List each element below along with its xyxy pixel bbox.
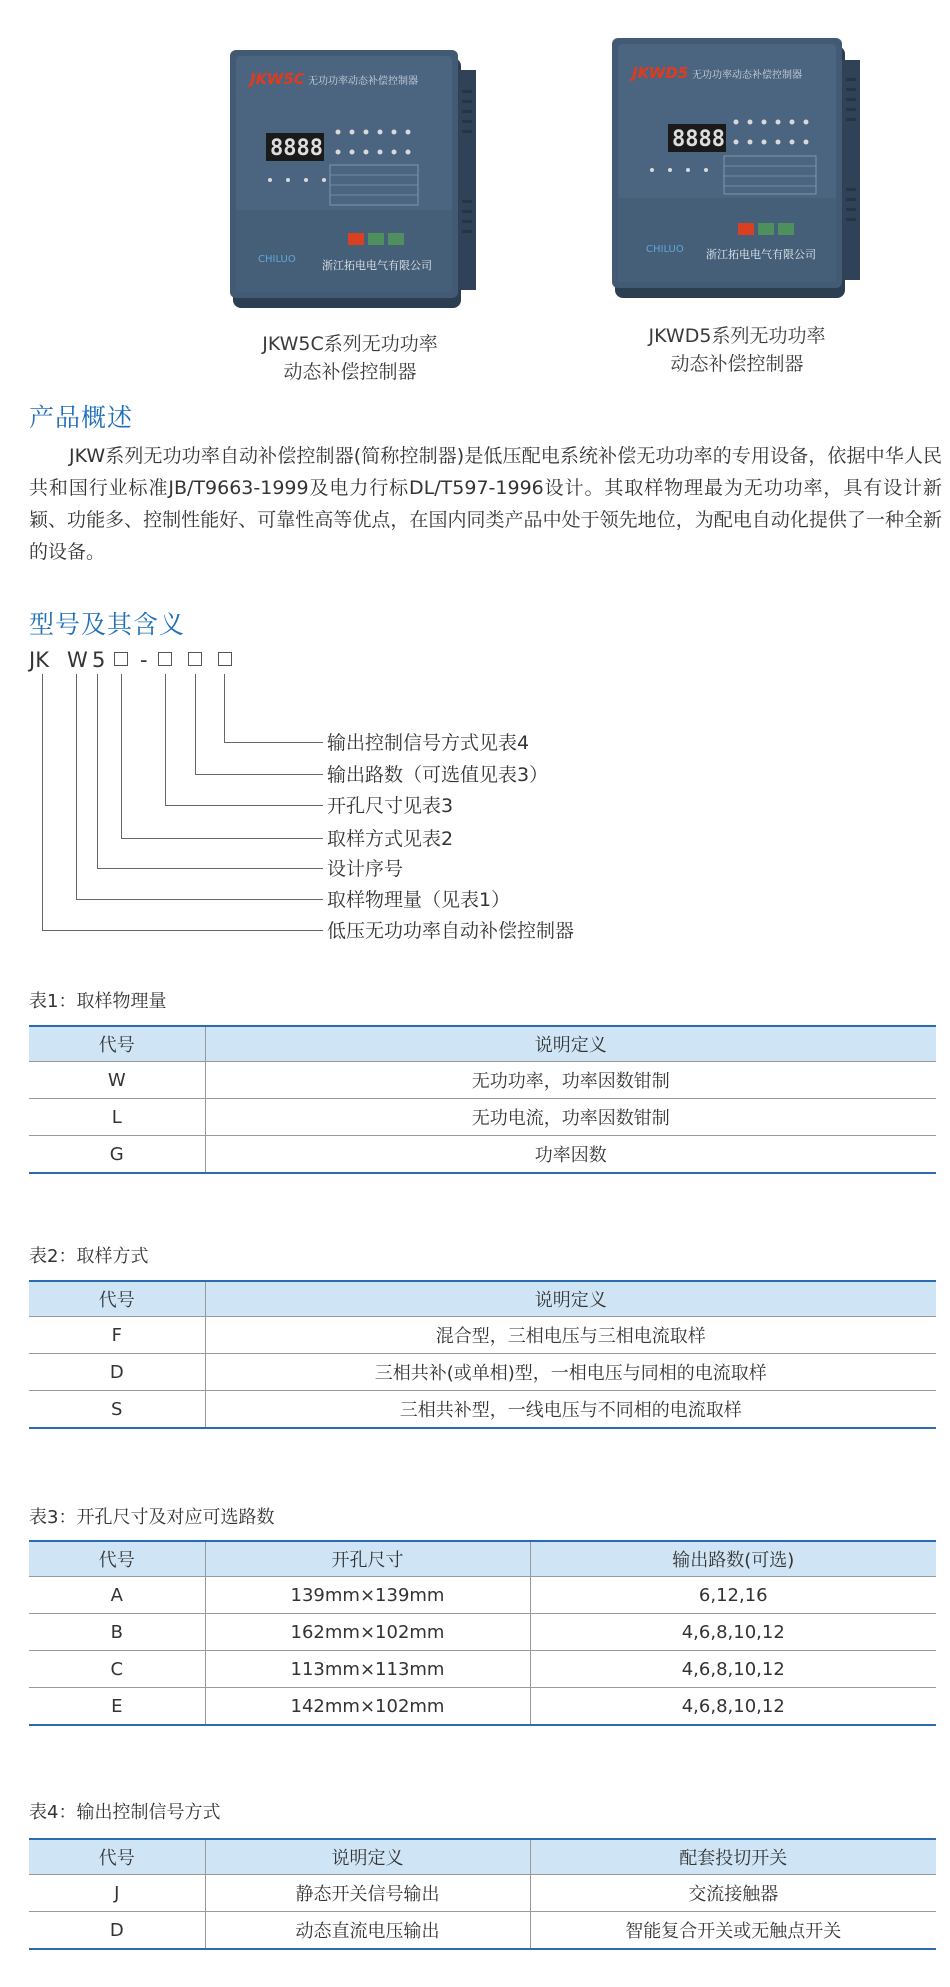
table-cell: 6,12,16 [530,1577,936,1614]
table-header: 代号 [29,1839,205,1875]
connector-line [42,674,323,931]
table-cell: W [29,1062,205,1099]
table-header: 开孔尺寸 [205,1541,530,1577]
table-row [29,1614,936,1651]
table-header-row [29,1281,936,1317]
table-header: 说明定义 [205,1839,530,1875]
table-row [29,1688,936,1726]
table-row [29,1354,936,1391]
product-caption-jkw5c [220,330,480,386]
table-cell: 功率因数 [205,1136,936,1174]
model-label-sampling-mode: 取样方式见表2 [327,828,454,850]
model-label-quantity: 取样物理量（见表1） [327,889,511,911]
table-cell: 142mm×102mm [205,1688,530,1726]
table-cell: E [29,1688,205,1726]
table-cell: F [29,1317,205,1354]
table-cell: L [29,1099,205,1136]
table-header: 代号 [29,1541,205,1577]
table-cell: 三相共补型，一线电压与不同相的电流取样 [205,1391,936,1429]
model-label-product: 低压无功功率自动补偿控制器 [327,920,575,942]
table-cell: C [29,1651,205,1688]
product-caption-jkwd5 [612,322,862,378]
caption-line: JKWD5系列无功功率 [648,325,826,347]
table-cell: 162mm×102mm [205,1614,530,1651]
panel-title: 无功功率动态补偿控制器 [692,70,802,81]
company-label: 浙江拓电电气有限公司 [322,259,432,272]
table-row [29,1577,936,1614]
table-cell: 139mm×139mm [205,1577,530,1614]
table-cell: 动态直流电压输出 [205,1912,530,1950]
table-cell: 交流接触器 [530,1875,936,1912]
overview-paragraph [29,440,942,568]
table-cell: G [29,1136,205,1174]
table-cell: 无功功率，功率因数钳制 [205,1062,936,1099]
table-cell: J [29,1875,205,1912]
table-row [29,1099,936,1136]
table-header: 说明定义 [205,1026,936,1062]
company-label: 浙江拓电电气有限公司 [706,248,816,261]
table-cell: 113mm×113mm [205,1651,530,1688]
table-cell: 无功电流，功率因数钳制 [205,1099,936,1136]
table-cell: B [29,1614,205,1651]
table-header: 说明定义 [205,1281,936,1317]
code-prefix: JK [29,648,49,672]
table-header-row [29,1026,936,1062]
panel-title: 无功功率动态补偿控制器 [308,76,418,87]
table-cell: S [29,1391,205,1429]
product-image-jkwd5 [612,38,864,300]
table4 [29,1838,936,1950]
code-box-hole [158,652,172,666]
product-image-jkw5c [230,50,480,310]
table-header: 代号 [29,1281,205,1317]
caption-line: 动态补偿控制器 [283,361,417,383]
table3-title: 表3：开孔尺寸及对应可选路数 [29,1507,275,1528]
table-cell: 混合型，三相电压与三相电流取样 [205,1317,936,1354]
table-cell: 三相共补(或单相)型，一相电压与同相的电流取样 [205,1354,936,1391]
brand-label: JKW5C [250,70,305,88]
table-row [29,1912,936,1950]
code-sample-char: W [67,648,88,672]
table-cell: 4,6,8,10,12 [530,1688,936,1726]
table-header: 配套投切开关 [530,1839,936,1875]
table-cell: 4,6,8,10,12 [530,1651,936,1688]
code-box-outputs [188,652,202,666]
model-label-hole: 开孔尺寸见表3 [327,795,454,817]
table4-title: 表4：输出控制信号方式 [29,1802,221,1823]
table-header: 输出路数(可选) [530,1541,936,1577]
caption-line: 动态补偿控制器 [670,353,804,375]
table-row [29,1391,936,1429]
table-row [29,1062,936,1099]
table1 [29,1025,936,1174]
overview-title: 产品概述 [29,403,134,432]
table-cell: 智能复合开关或无触点开关 [530,1912,936,1950]
svg-text:8888: 8888 [672,127,725,152]
svg-text:CHILUO: CHILUO [258,254,296,265]
table-header-row [29,1839,936,1875]
code-box-sampling [114,652,128,666]
brand-label: JKWD5 [632,64,689,82]
table3 [29,1540,936,1726]
table-row [29,1317,936,1354]
table-cell: D [29,1912,205,1950]
model-label-outputs: 输出路数（可选值见表3） [327,764,549,786]
code-design-char: 5 [92,648,106,672]
table-cell: 静态开关信号输出 [205,1875,530,1912]
model-label-design: 设计序号 [327,858,404,880]
table-header-row [29,1541,936,1577]
table-row [29,1651,936,1688]
table-cell: A [29,1577,205,1614]
table-header: 代号 [29,1026,205,1062]
overview-text: JKW系列无功功率自动补偿控制器(简称控制器)是低压配电系统补偿无功功率的专用设备，依据中华人民共和国行业标准JB/T9663-1999及电力行标DL/T597-1996设计。其取样物理最为无功功率，具有设计新颖、功能多、控制性能好、可靠性高等优点，在国内同类产品中处于领先地位，为配电自动化提供了一种全新的设备。 [29,445,942,563]
table-row [29,1136,936,1174]
table-row [29,1875,936,1912]
caption-line: JKW5C系列无功功率 [262,333,438,355]
svg-text:8888: 8888 [270,136,323,161]
code-box-signal [218,652,232,666]
table2 [29,1280,936,1429]
code-dash: - [140,648,148,672]
svg-text:CHILUO: CHILUO [646,244,684,255]
model-title: 型号及其含义 [29,610,186,639]
model-label-signal: 输出控制信号方式见表4 [327,732,530,754]
table-cell: 4,6,8,10,12 [530,1614,936,1651]
table2-title: 表2：取样方式 [29,1246,149,1267]
table1-title: 表1：取样物理量 [29,991,167,1012]
table-cell: D [29,1354,205,1391]
